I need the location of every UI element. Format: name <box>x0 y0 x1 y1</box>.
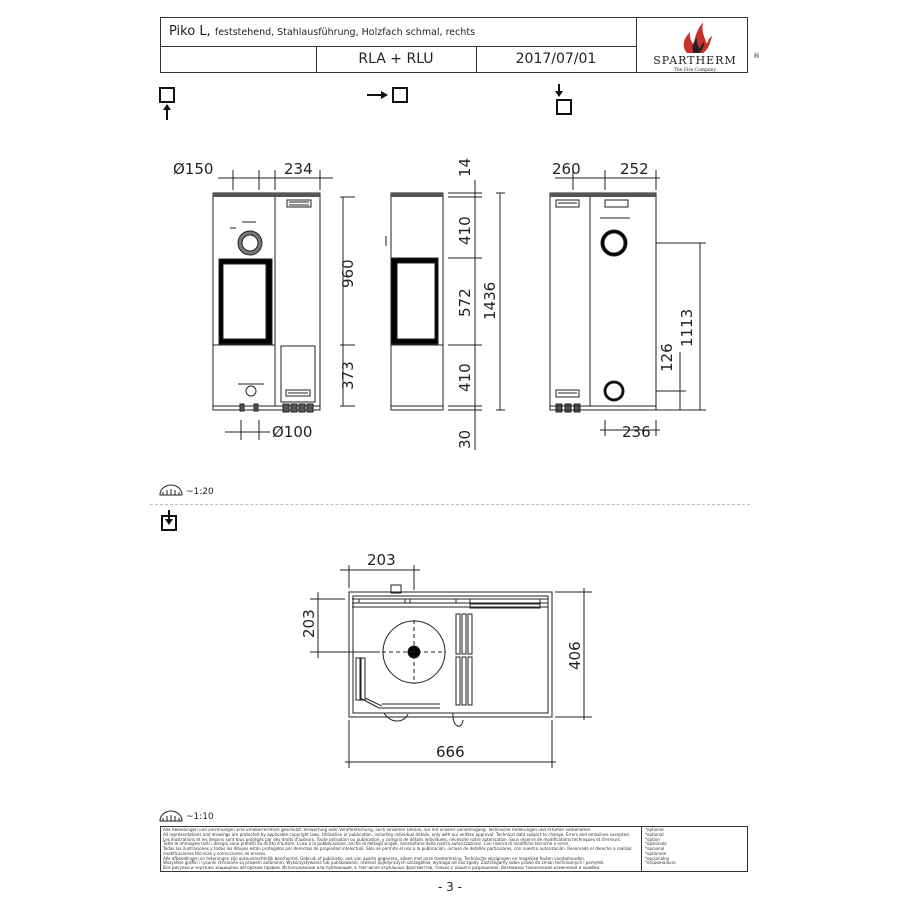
back-view <box>550 193 656 412</box>
title <box>169 24 475 39</box>
dim-h1113: 1113 <box>678 308 696 347</box>
optional-line: *opcjonalny <box>645 855 670 861</box>
plan-dim-h203: 203 <box>300 609 318 638</box>
divider <box>636 18 637 73</box>
model-name: Piko L, <box>169 24 211 39</box>
plan-dim-h406: 406 <box>566 641 584 670</box>
optional-line: *opzionale <box>645 841 667 847</box>
dim-h572: 572 <box>456 288 474 317</box>
divider <box>150 504 750 505</box>
divider <box>161 46 636 47</box>
dim-h30: 30 <box>456 429 474 449</box>
optional-line: *optional <box>645 827 664 832</box>
dim-h1436: 1436 <box>481 281 499 320</box>
legal-line: Wszystkie grafiki i rysunki chronione są prawem autorskim. Wykorzystywanie lub publikowanie, również pojedynczych szczegółów, wymaga od nas zgody. Zastrzegamy sobie prawo do zmian technicznych i pomyłek. <box>163 860 605 866</box>
dim-w236: 236 <box>622 423 651 441</box>
elevation-drawings <box>0 150 900 450</box>
legal-footer <box>160 826 748 872</box>
optional-line: *optional <box>645 831 664 837</box>
dim-h14: 14 <box>456 157 474 177</box>
registered-mark: ® <box>753 52 760 60</box>
legal-text <box>163 828 639 872</box>
dim-d100: Ø100 <box>272 423 313 441</box>
dim-h126: 126 <box>658 343 676 372</box>
optional-line: *опционально <box>645 860 676 866</box>
legal-line: Alle Abbildungen und Zeichnungen sind urheberrechtlich geschützt. Verwertung oder Veröffentlichung, auch einzelner Details, nur mit unserer Genehmigung. Technische Änderungen und Irrtümer vorbehalten. <box>163 828 592 832</box>
view-icons <box>155 84 595 122</box>
plan-dim-w666: 666 <box>436 743 465 761</box>
model-subtitle: feststehend, Stahlausführung, Holzfach schmal, rechts <box>214 27 476 38</box>
legal-line: Tutte le immagine tutti i disegni sono protetti da diritto d'autore. L'uso o la pubblicazione, anche di dettagli singoli, necessitano della nostra autorizzazione. Con riserva di modifiche tecniche e errori. <box>163 841 570 847</box>
title-block <box>160 17 760 73</box>
dim-h410-top: 410 <box>456 216 474 245</box>
top-view-icon <box>160 510 180 532</box>
front-view <box>213 193 320 412</box>
dim-h410-bottom: 410 <box>456 363 474 392</box>
variant-label: RLA + RLU <box>358 51 434 67</box>
legal-line: All representations and drawings are protected by applicable copyright laws. Utilization or publication, including individual details, only with our written approval. Technical data subject to change. Errors and omissions excepted. <box>163 831 631 837</box>
dim-w252: 252 <box>620 160 649 178</box>
brand-tagline: The Fire Company <box>673 68 717 73</box>
front-view-icon <box>160 88 174 120</box>
optional-line: *optioneie <box>645 850 667 856</box>
dim-h960: 960 <box>339 259 357 288</box>
date-label: 2017/07/01 <box>515 51 597 67</box>
legal-line: Todas las ilustraciones y todos los dibujos están protegidos por derechos de propiedad intelectual. Sólo se permite el uso o la publicación, incluso de detalles particulares, con nuestra autorización. Reservado el derecho a realizar modificaciones técnicas y correcciones de errores. <box>163 846 633 856</box>
scale-label-top: ~1:20 <box>186 487 214 497</box>
divider <box>641 827 642 871</box>
scale-label-bottom: ~1:10 <box>186 812 214 822</box>
side-view-icon <box>367 88 407 102</box>
plan-view <box>0 540 900 780</box>
brand-name: SPARTHERM <box>653 54 737 67</box>
plan-dim-w203: 203 <box>367 551 396 569</box>
optional-line: *option <box>645 836 660 842</box>
legal-line: Alle afbeeldingen en tekeningen zijn auteursrechtelijk beschermd. Gebruik of publicatie, ook van aparte gegevens, alleen met onze toestemming. Technische wijzigingen en mogelijke fouten voorbehouden. <box>163 855 586 861</box>
dim-d150: Ø150 <box>173 160 214 178</box>
dim-w260: 260 <box>552 160 581 178</box>
scale-icon <box>158 808 184 824</box>
brand-logo <box>643 20 747 72</box>
optional-line: *opcional <box>645 846 665 851</box>
dim-w234: 234 <box>284 160 313 178</box>
dim-h373: 373 <box>339 361 357 390</box>
legal-line: Все рисунки и чертежи защищены авторским правом. Использование или публикация, в том числе отдельных фрагментов, только с нашего разрешения. Возможны технические изменения и ошибки. <box>163 865 601 870</box>
legal-line: Les illustrations et les dessins sont tous protégés par des droits d'auteurs. Toute utilisation ou publication, y compris de détails individuels, nécessite notre autorisation. Sous réserve de modifications techniques et d'erreurs. <box>163 836 622 842</box>
scale-icon <box>158 482 184 498</box>
flame-icon <box>643 20 747 56</box>
back-view-icon <box>555 84 571 114</box>
optional-legend <box>645 828 676 866</box>
page-number: - 3 - <box>438 880 462 894</box>
side-view <box>386 193 443 410</box>
